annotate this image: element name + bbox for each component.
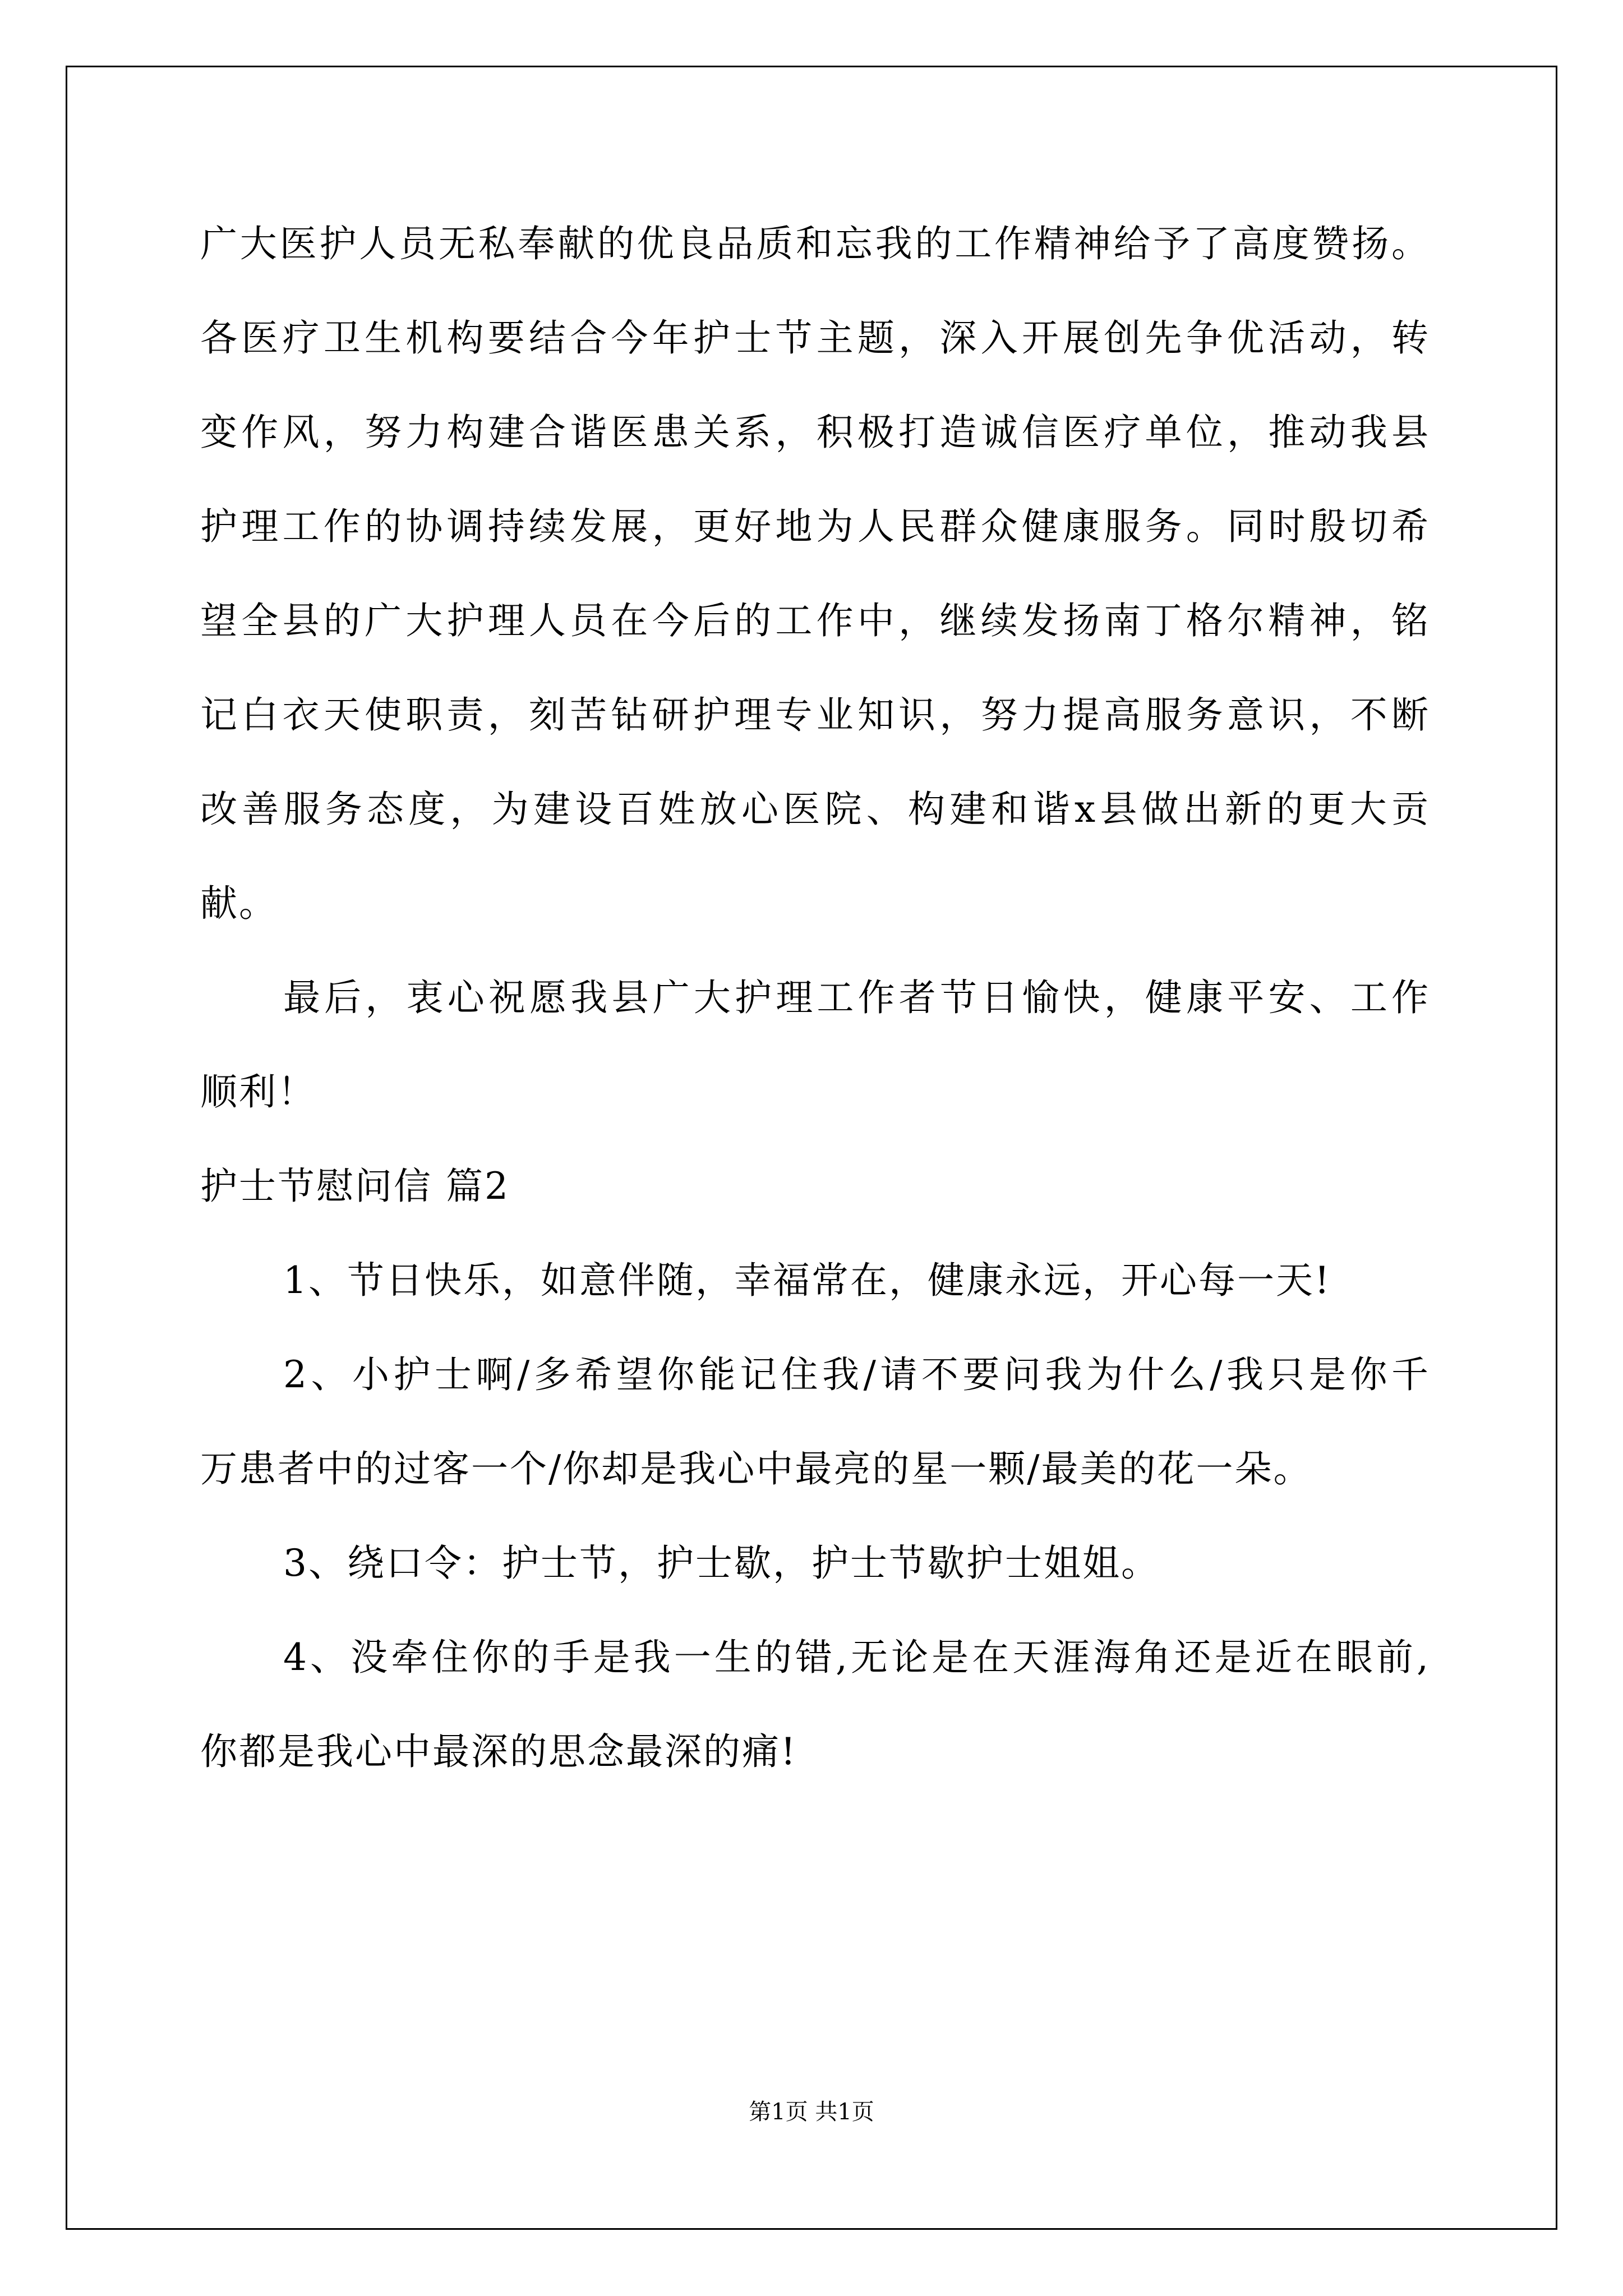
text-line: 各医疗卫生机构要结合今年护士节主题，深入开展创先争优活动，转 <box>200 316 1428 360</box>
section-heading: 护士节慰问信 篇2 <box>200 1165 510 1208</box>
text-line: 4、没牵住你的手是我一生的错,无论是在天涯海角还是近在眼前, <box>283 1636 1428 1679</box>
text-line: 顺利！ <box>200 1070 316 1114</box>
text-line: 记白衣天使职责，刻苦钻研护理专业知识，努力提高服务意识，不断 <box>200 693 1428 737</box>
text-line: 望全县的广大护理人员在今后的工作中，继续发扬南丁格尔精神，铭 <box>200 599 1428 642</box>
text-line: 改善服务态度，为建设百姓放心医院、构建和谐x县做出新的更大贡 <box>200 788 1428 831</box>
text-line: 献。 <box>200 882 278 925</box>
text-line: 护理工作的协调持续发展，更好地为人民群众健康服务。同时殷切希 <box>200 505 1428 548</box>
text-line: 万患者中的过客一个/你却是我心中最亮的星一颗/最美的花一朵。 <box>200 1447 1312 1490</box>
text-line: 变作风，努力构建合谐医患关系，积极打造诚信医疗单位，推动我县 <box>200 411 1428 454</box>
text-line: 2、小护士啊/多希望你能记住我/请不要问我为什么/我只是你千 <box>283 1353 1428 1396</box>
page-border <box>66 66 1557 2230</box>
text-line: 1、节日快乐，如意伴随，幸福常在，健康永远，开心每一天! <box>283 1259 1331 1302</box>
text-line: 最后，衷心祝愿我县广大护理工作者节日愉快，健康平安、工作 <box>283 976 1428 1019</box>
page-number-footer: 第1页 共1页 <box>749 2099 874 2125</box>
text-line: 广大医护人员无私奉献的优良品质和忘我的工作精神给予了高度赞扬。 <box>200 222 1428 265</box>
text-line: 你都是我心中最深的思念最深的痛! <box>200 1730 797 1773</box>
text-line: 3、绕口令：护士节，护士歇，护士节歇护士姐姐。 <box>283 1542 1160 1585</box>
